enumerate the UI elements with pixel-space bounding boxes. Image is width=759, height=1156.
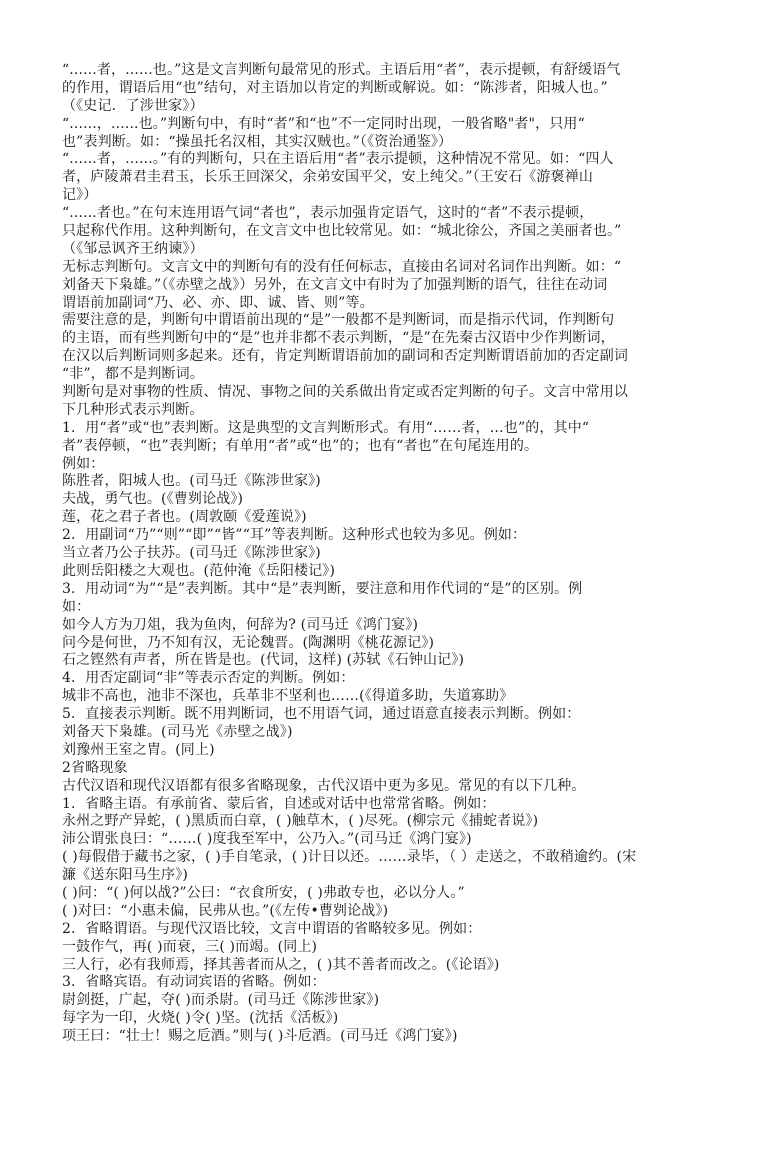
- text-line: “......者，......也。”这是文言判断句最常见的形式。主语后用“者”，表示提顿，有舒缓语气: [62, 62, 621, 78]
- text-line: ( )对曰：“小惠未偏，民弗从也。”(《左传•曹刿论战》): [62, 902, 389, 919]
- text-line: 5．直接表示判断。既不用判断词，也不用语气词，通过语意直接表示判断。例如：: [62, 706, 581, 723]
- text-line: 尉剑挺，广起，夺( )而杀尉。(司马迁《陈涉世家》): [62, 992, 380, 1009]
- text-line: 永州之野产异蛇，( )黑质而白章，( )触草木，( )尽死。(柳宗元《捕蛇者说》): [62, 813, 539, 830]
- text-line: “......者，......。”有的判断句，只在主语后用“者”表示提顿，这种情况不常见。如：“四人: [62, 151, 614, 168]
- text-line: 只起称代作用。这种判断句，在文言文中也比较常见。如：“城北徐公，齐国之美丽者也。”: [62, 223, 622, 240]
- text-line: 刘备天下枭雄。(司马光《赤壁之战》): [62, 723, 293, 740]
- text-line: ( )每假借于藏书之家，( )手自笔录，( )计日以还。……录毕，（ ）走送之，不敢稍逾约。(宋: [62, 849, 637, 866]
- text-line: 的作用，谓语后用“也”结句，对主语加以肯定的判断或解说。如：“陈涉者，阳城人也。”: [62, 79, 608, 96]
- text-line: 古代汉语和现代汉语都有很多省略现象，古代汉语中更为多见。常见的有以下几种。: [62, 777, 586, 794]
- text-line: 三人行，必有我师焉，择其善者而从之，( )其不善者而改之。(《论语》): [62, 956, 500, 973]
- text-line: 一鼓作气，再( )而衰，三( )而竭。(同上): [62, 938, 318, 955]
- text-line: ( )问：“( )何以战?”公曰：“衣食所安，( )弗敢专也，必以分人。”: [62, 884, 465, 901]
- text-line: 在汉以后判断词则多起来。还有，肯定判断谓语前加的副词和否定判断谓语前加的否定副词: [62, 348, 628, 365]
- text-line: “非”，都不是判断词。: [62, 366, 204, 383]
- text-line: 2．省略谓语。与现代汉语比较，文言中谓语的省略较多见。例如：: [62, 920, 482, 937]
- text-line: 4．用否定副词“非”等表示否定的判断。例如：: [62, 670, 355, 687]
- text-line: 濂《送东阳马生序》): [62, 867, 188, 884]
- text-line: 的主语，而有些判断句中的“是”也并非都不表示判断，“是”在先秦古汉语中少作判断词，: [62, 330, 615, 347]
- text-line: 2．用副词“乃”“则”“即”“皆”“耳”等表判断。这种形式也较为多见。例如：: [62, 527, 527, 544]
- text-line: 陈胜者，阳城人也。(司马迁《陈涉世家》): [62, 473, 321, 490]
- text-line: 此则岳阳楼之大观也。(范仲淹《岳阳楼记》): [62, 562, 336, 579]
- text-line: 每字为一印，火烧( )令( )坚。(沈括《活板》): [62, 1010, 339, 1027]
- text-line: 例如：: [62, 455, 105, 472]
- text-line: （《邹忌讽齐王纳谏》）: [62, 240, 204, 257]
- text-line: 当立者乃公子扶苏。(司马迁《陈涉世家》): [62, 545, 321, 562]
- text-line: 下几种形式表示判断。: [62, 401, 204, 418]
- text-line: 谓语前加副词“乃、必、亦、即、诚、皆、则”等。: [62, 294, 374, 311]
- text-line: 沛公谓张良曰：“……( )度我至军中，公乃入。”(司马迁《鸿门宴》): [62, 831, 472, 848]
- document-body: [62, 62, 708, 1046]
- text-line: 3．省略宾语。有动词宾语的省略。例如：: [62, 974, 326, 991]
- text-line: 记》）: [62, 187, 98, 204]
- text-line: 1．用“者”或“也”表判断。这是典型的文言判断形式。有用“……者，…也”的，其中“: [62, 419, 590, 436]
- text-line: 也”表判断。如：“操虽托名汉相，其实汉贼也。”（《资治通鉴》）: [62, 133, 453, 150]
- text-line: 需要注意的是，判断句中谓语前出现的“是”一般都不是判断词，而是指示代词，作判断句: [62, 312, 615, 329]
- text-line: 如：: [62, 598, 91, 615]
- text-line: 如今人方为刀俎，我为鱼肉，何辞为? (司马迁《鸿门宴》): [62, 616, 419, 633]
- text-line: 3．用动词“为”“是”表判断。其中“是”表判断，要注意和用作代词的“是”的区别。例: [62, 580, 583, 597]
- text-line: 莲，花之君子者也。(周敦颐《爱莲说》): [62, 509, 307, 526]
- text-line: 2省略现象: [62, 759, 128, 776]
- text-line: 夫战，勇气也。(《曹刿论战》): [62, 491, 244, 508]
- text-line: 石之铿然有声者，所在皆是也。(代词，这样) (苏轼《石钟山记》): [62, 652, 465, 669]
- text-line: 问今是何世，乃不知有汉，无论魏晋。(陶渊明《桃花源记》): [62, 634, 435, 651]
- text-line: 判断句是对事物的性质、情况、事物之间的关系做出肯定或否定判断的句子。文言中常用以: [62, 384, 628, 401]
- text-line: 者，庐陵萧君圭君玉，长乐王回深父，余弟安国平父，安上纯父。”（王安石《游褒禅山: [62, 169, 594, 186]
- text-line: 刘备天下枭雄。”（《赤壁之战》）另外，在文言文中有时为了加强判断的语气，往往在动词: [62, 276, 608, 293]
- text-line: “......者也。”在句末连用语气词“者也”，表示加强肯定语气，这时的“者”不表示提顿，: [62, 205, 594, 222]
- text-line: 1．省略主语。有承前省、蒙后省，自述或对话中也常常省略。例如：: [62, 795, 496, 812]
- text-line: 者”表停顿，“也”表判断；有单用“者”或“也”的；也有“者也”在句尾连用的。: [62, 437, 539, 454]
- text-line: 项王曰：“壮士！赐之卮酒。”则与( )斗卮酒。(司马迁《鸿门宴》): [62, 1028, 458, 1045]
- text-line: “......，......也。”判断句中，有时“者”和“也”不一定同时出现，一般省略"者"，只用“: [62, 115, 585, 132]
- text-line: 城非不高也，池非不深也，兵革非不坚利也……(《得道多助，失道寡助》: [62, 688, 514, 705]
- text-line: 刘豫州王室之胄。(同上): [62, 741, 215, 758]
- text-line: 无标志判断句。文言文中的判断句有的没有任何标志，直接由名词对名词作出判断。如：“: [62, 258, 622, 275]
- text-line: （《史记．了涉世家》）: [62, 97, 204, 114]
